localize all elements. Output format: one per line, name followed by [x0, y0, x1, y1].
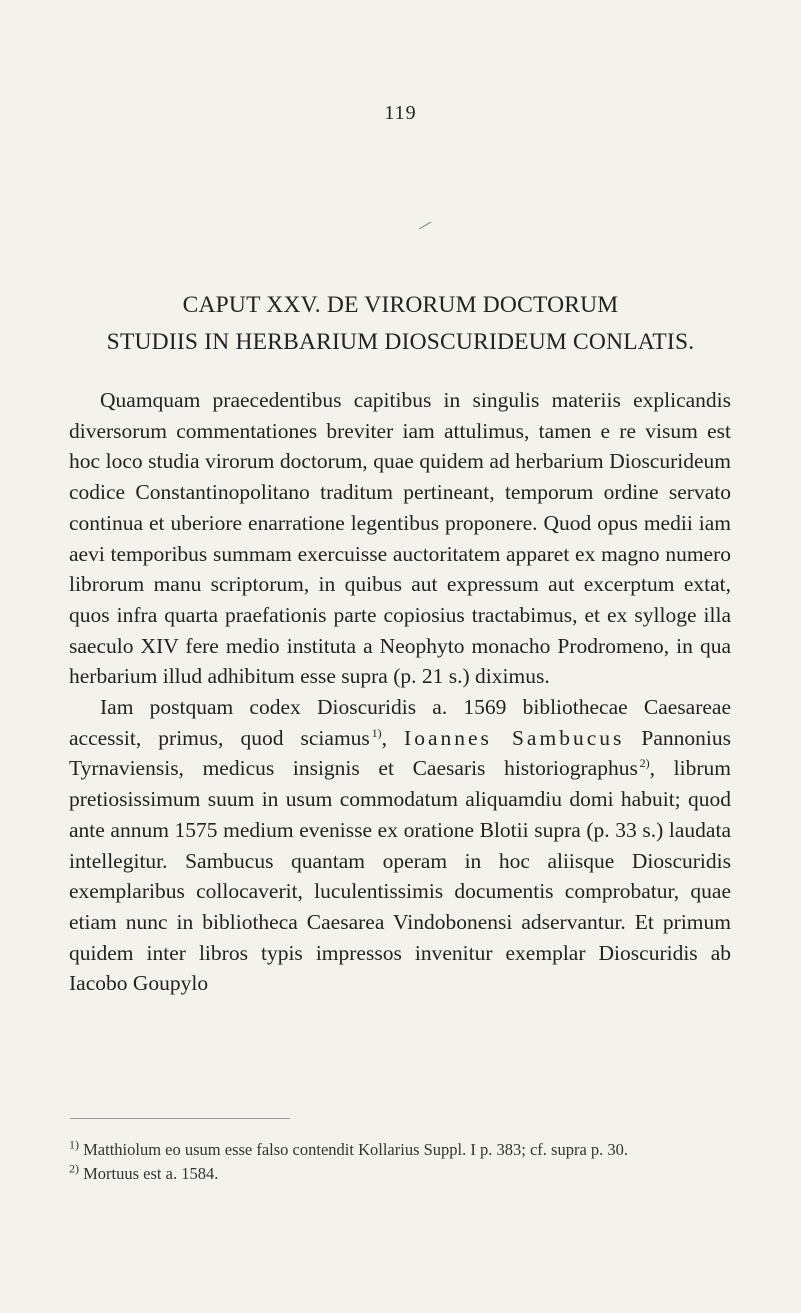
footnote-text: Matthiolum eo usum esse falso contendit Kollarius Suppl. I p. 383; cf. supra p. 30. — [83, 1140, 629, 1159]
body-text — [69, 385, 731, 999]
chapter-title — [0, 287, 801, 361]
paragraph-2-text: Iam postquam codex Dioscuridis a. 1569 bibliothecae Caesareae accessit, primus, quod sciamus — [69, 695, 731, 750]
paragraph-2-text: , librum pretiosissimum suum in usum commodatum aliquamdiu domi habuit; quod ante annum 1575 medium evenisse ex oratione Blotii supra (p. 33 s.) laudata intellegitur. Sambucus quantam operam in hoc aliisque Dioscuridis exemplaribus collocaverit, luculentissimis documentis comprobatur, quae etiam nunc in bibliotheca Caesarea Vindobonensi adservantur. Et primum quidem inter libros typis impressos invenitur exemplar Dioscuridis ab Iacobo Goupylo — [69, 756, 731, 996]
chapter-title-line-2: STUDIIS IN HERBARIUM DIOSCURIDEUM CONLATIS. — [106, 329, 695, 355]
paragraph-2 — [69, 692, 731, 999]
paragraph-2-text: , — [381, 725, 405, 750]
pen-mark — [419, 222, 432, 230]
paragraph-1: Quamquam praecedentibus capitibus in singulis materiis explicandis diversorum commentationes breviter iam attulimus, tamen e re visum est hoc loco studia virorum doctorum, quae quidem ad herbarium Dioscurideum codice Constantinopolitano traditum pertineant, temporum ordine servato continua et uberiore enarratione legentibus proponere. Quod opus medii iam aevi temporibus summam exercuisse auctoritatem apparet ex magno numero librorum manu scriptorum, in quibus aut expressum aut excerptum extat, quos infra quarta praefationis parte copiosius tractabimus, et ex sylloge illa saeculo XIV fere medio instituta a Neophyto monacho Prodromeno, in qua herbarium illud adhibitum esse supra (p. 21 s.) diximus. — [69, 388, 731, 689]
paragraph-2-text: Pannonius Tyrnaviensis, medicus insignis et Caesaris historiographus — [69, 725, 732, 781]
footnote-ref-1: 1) — [371, 725, 382, 740]
footnote-divider — [70, 1118, 290, 1119]
page-number: 119 — [384, 102, 417, 124]
footnote-ref-2: 2) — [639, 756, 650, 771]
footnote-text: Mortuus est a. 1584. — [83, 1164, 219, 1183]
footnote-mark: 2) — [69, 1161, 79, 1176]
footnotes — [69, 1138, 731, 1186]
footnote-mark: 1) — [69, 1137, 79, 1152]
footnote-2 — [69, 1162, 731, 1186]
chapter-title-line-1: CAPUT XXV. DE VIRORUM DOCTORUM — [182, 292, 619, 318]
person-name: Ioannes Sambucus — [404, 725, 625, 750]
footnote-1 — [69, 1138, 731, 1162]
